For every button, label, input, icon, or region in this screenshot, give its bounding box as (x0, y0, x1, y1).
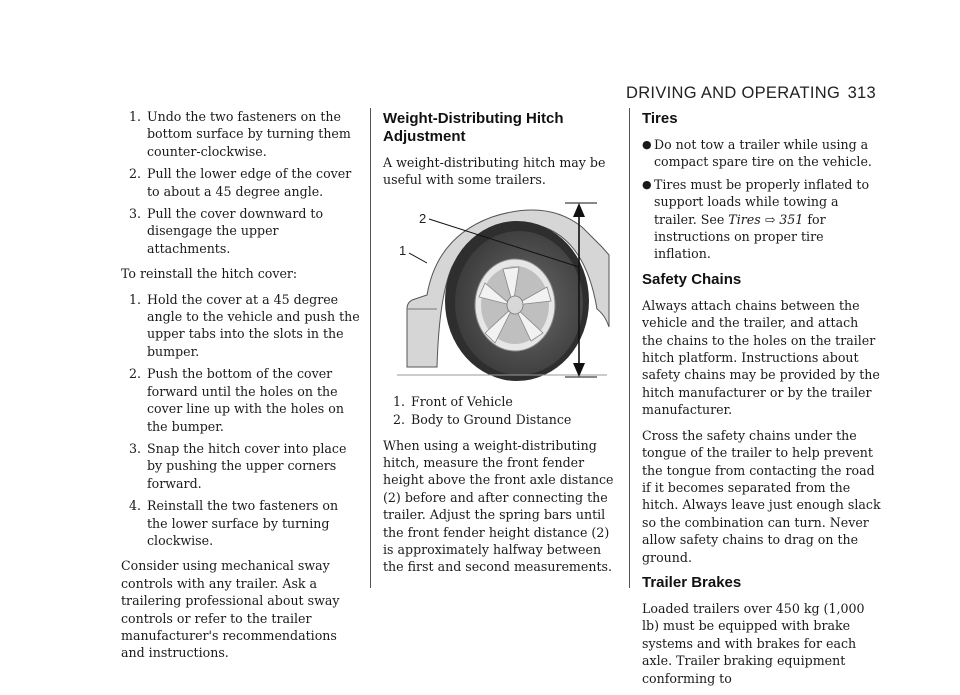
list-item: ● Tires must be properly inflated to support loads while towing a trailer. See Tires ⇨ 351 for instructions on proper tire inflation. (642, 176, 870, 262)
list-item: 1. Undo the two fasteners on the bottom surface by turning them counter-clockwise. (128, 109, 351, 159)
list-item: 3. Pull the cover downward to disengage the upper attachments. (128, 206, 324, 256)
column-divider-1 (370, 108, 371, 588)
column-1 (121, 108, 361, 670)
section-heading-trailer-brakes: Trailer Brakes (642, 573, 742, 591)
list-item: ● Do not tow a trailer while using a compact spare tire on the vehicle. (642, 137, 872, 170)
running-header (626, 84, 876, 106)
list-item: 1. Hold the cover at a 45 degree angle to the vehicle and push the upper tabs into the slots in the bumper. (128, 291, 360, 359)
tires-bullet-list (642, 136, 882, 263)
callout-1: 1 (399, 242, 407, 258)
list-item: 2. Push the bottom of the cover forward until the holes on the cover line up with the holes on the bumper. (128, 366, 344, 434)
hitch-adjustment-body: When using a weight-distributing hitch, measure the front fender height above the front axle distance (2) before and after connecting the trailer. Adjust the spring bars until the front fender height distance (2) is approximately halfway between the first and second measurements. (383, 437, 614, 575)
page-ref-arrow-icon: ⇨ (764, 211, 776, 227)
sway-controls-paragraph: Consider using mechanical sway controls with any trailer. Ask a trailering professional about sway controls or refer to the trailer manufacturer's recommendations and instructions. (121, 558, 340, 661)
bullet-icon: ● (642, 138, 652, 151)
caption-item: 1. Front of Vehicle (392, 393, 513, 409)
section-heading-tires: Tires (642, 110, 678, 127)
safety-chains-paragraph-2: Cross the safety chains under the tongue of the trailer to help prevent the tongue from contacting the road if it becomes separated from the hitch. Always leave just enough slack so the combination can turn. Never allow safety chains to drag on the ground. (642, 427, 881, 565)
trailer-brakes-paragraph: Loaded trailers over 450 kg (1,000 lb) must be equipped with brake systems and with brakes for each axle. Trailer braking equipment conforming to (642, 600, 865, 686)
hitch-intro: A weight-distributing hitch may be useful with some trailers. (383, 155, 606, 188)
column-2 (383, 108, 623, 584)
safety-chains-paragraph-1: Always attach chains between the vehicle and the trailer, and attach the chains to the holes on the trailer hitch platform. Instructions about safety chains may be provided by the hitch manufacturer or by the trailer manufacturer. (642, 297, 880, 418)
reinstall-steps-list (121, 291, 361, 550)
figure-captions (383, 393, 623, 429)
bullet-icon: ● (642, 177, 652, 191)
list-item: 4. Reinstall the two fasteners on the lower surface by turning clockwise. (128, 498, 339, 548)
column-3 (642, 108, 882, 695)
list-item: 3. Snap the hitch cover into place by pushing the upper corners forward. (128, 440, 347, 491)
list-item: 2. Pull the lower edge of the cover to about a 45 degree angle. (128, 166, 352, 199)
section-heading-safety-chains: Safety Chains (642, 270, 742, 288)
page-number: 313 (847, 84, 876, 102)
wheel-fender-illustration (397, 197, 617, 387)
section-title: DRIVING AND OPERATING (626, 84, 841, 102)
reinstall-intro: To reinstall the hitch cover: (121, 266, 298, 282)
section-heading-hitch-adjustment: Weight-Distributing Hitch Adjustment (383, 110, 564, 145)
callout-2: 2 (419, 210, 427, 226)
remove-steps-list (121, 108, 361, 257)
tires-page-link[interactable]: Tires ⇨ 351 (728, 211, 804, 227)
column-divider-2 (629, 108, 630, 588)
caption-item: 2. Body to Ground Distance (392, 412, 572, 428)
